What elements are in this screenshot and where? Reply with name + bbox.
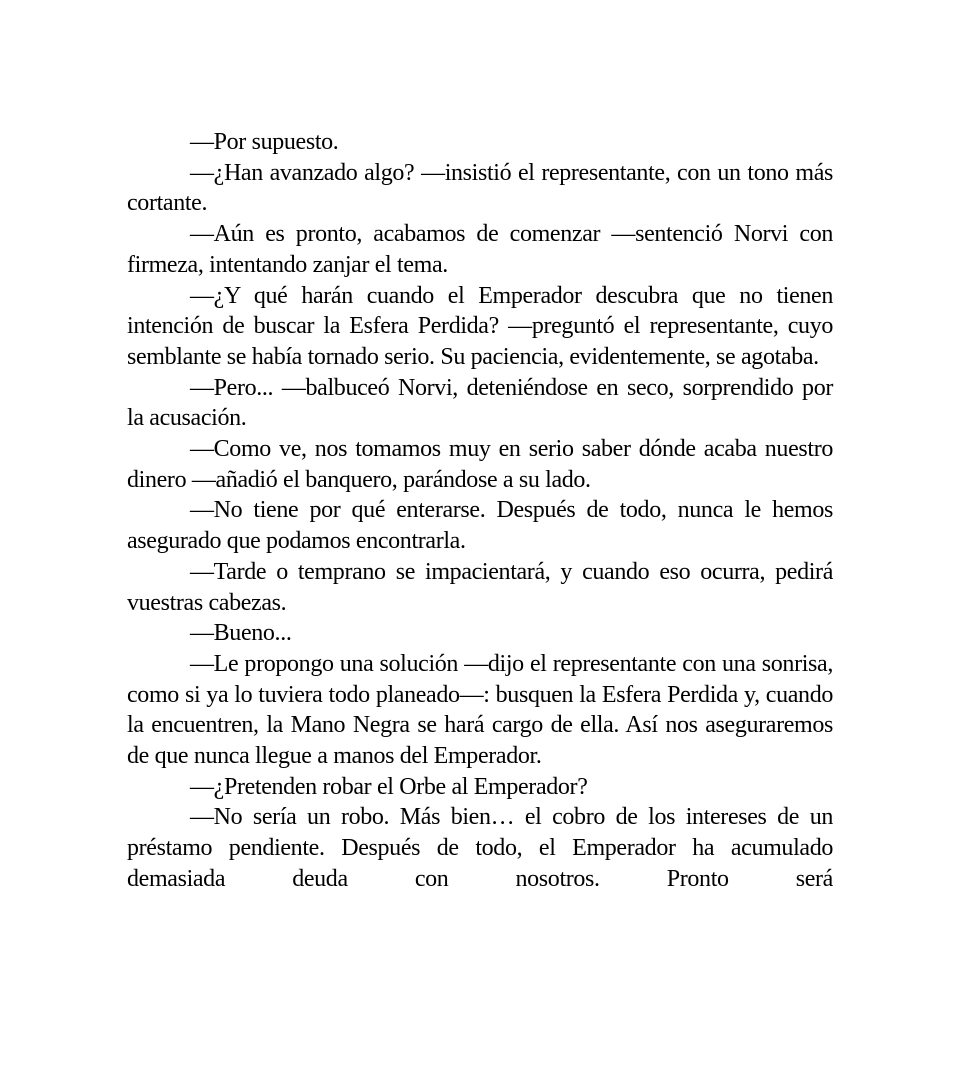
paragraph-7: —No tiene por qué enterarse. Después de todo, nunca le hemos asegurado que podamos encontrarla.	[127, 497, 833, 555]
paragraph-11: —¿Pretenden robar el Orbe al Emperador?	[190, 773, 588, 800]
paragraph-12: —No sería un robo. Más bien… el cobro de los intereses de un préstamo pendiente. Después de todo, el Emperador ha acumulado demasiada deuda con nosotros. Pronto será	[127, 804, 833, 892]
paragraph-6: —Como ve, nos tomamos muy en serio saber dónde acaba nuestro dinero —añadió el banquero, parándose a su lado.	[127, 436, 833, 493]
paragraph-9: —Bueno...	[190, 620, 292, 647]
document-page	[127, 127, 833, 895]
paragraph-5: —Pero... —balbuceó Norvi, deteniéndose en seco, sorprendido por la acusación.	[127, 374, 833, 432]
paragraph-2: —¿Han avanzado algo? —insistió el representante, con un tono más cortante.	[127, 159, 833, 217]
paragraph-8: —Tarde o temprano se impacientará, y cuando eso ocurra, pedirá vuestras cabezas.	[127, 558, 833, 616]
paragraph-4: —¿Y qué harán cuando el Emperador descubra que no tienen intención de buscar la Esfera Perdida? —preguntó el representante, cuyo semblante se había tornado serio. Su paciencia, evidentemente, se agotaba.	[127, 282, 833, 370]
paragraph-10: —Le propongo una solución —dijo el representante con una sonrisa, como si ya lo tuviera todo planeado—: busquen la Esfera Perdida y, cuando la encuentren, la Mano Negra se hará cargo de ella. Así nos aseguraremos de que nunca llegue a manos del Emperador.	[127, 650, 833, 770]
paragraph-1: —Por supuesto.	[190, 129, 339, 155]
paragraph-3: —Aún es pronto, acabamos de comenzar —sentenció Norvi con firmeza, intentando zanjar el tema.	[127, 221, 833, 278]
